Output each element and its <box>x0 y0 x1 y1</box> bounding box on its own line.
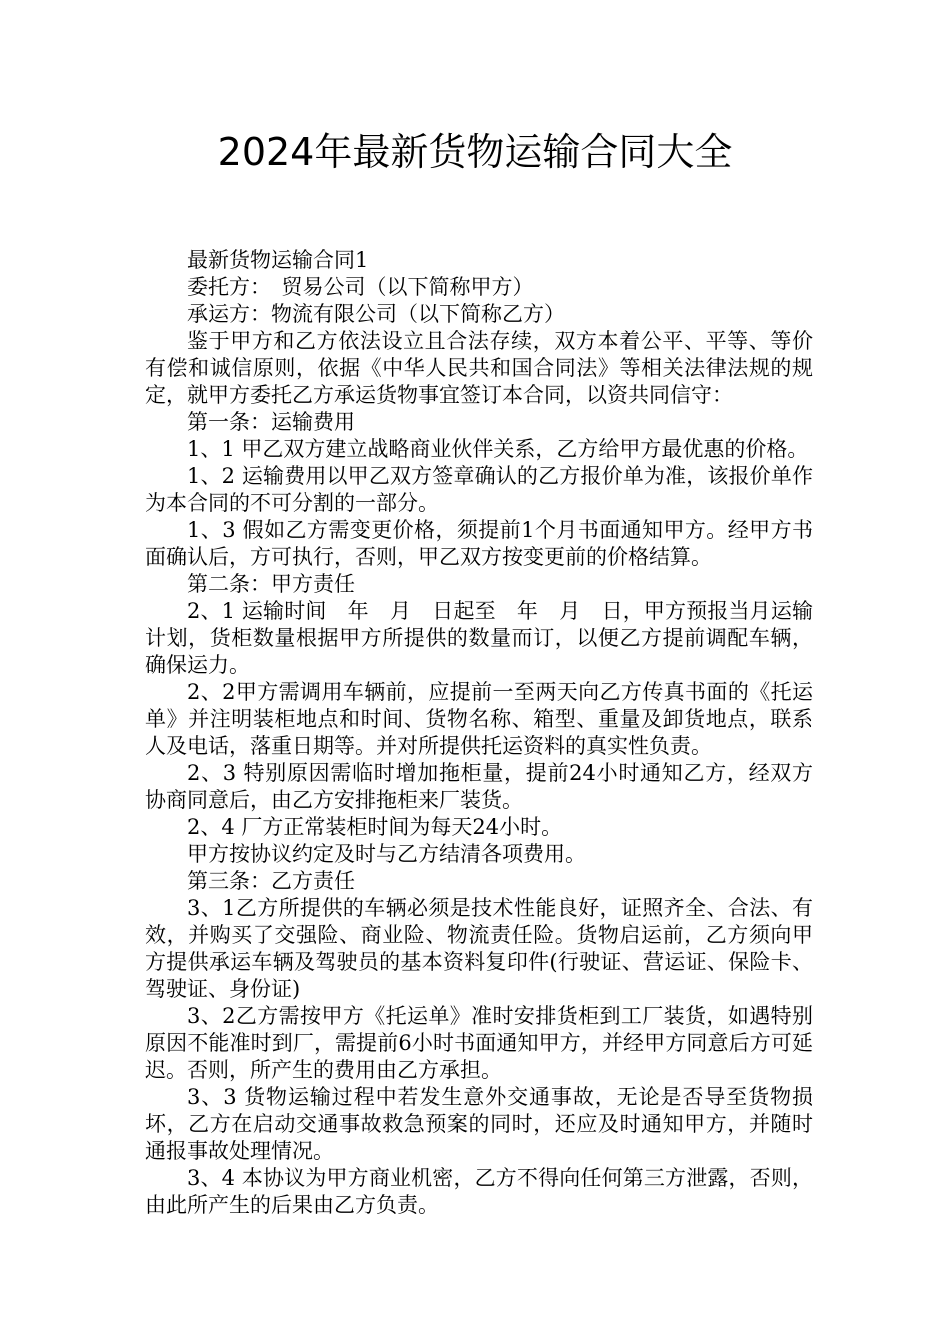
clause-1-3: 1、3 假如乙方需变更价格，须提前1个月书面通知甲方。经甲方书面确认后，方可执行，否则，甲乙双方按变更前的价格结算。 <box>145 518 813 569</box>
clause-3-3: 3、3 货物运输过程中若发生意外交通事故，无论是否导至货物损坏，乙方在启动交通事故救急预案的同时，还应及时通知甲方，并随时通报事故处理情况。 <box>145 1085 813 1163</box>
party-b-line: 承运方：物流有限公司（以下简称乙方） <box>187 302 565 326</box>
article-2-heading: 第二条：甲方责任 <box>187 572 355 596</box>
document-body <box>145 247 813 1219</box>
clause-3-2: 3、2乙方需按甲方《托运单》准时安排货柜到工厂装货，如遇特别原因不能准时到厂，需提前6小时书面通知甲方，并经甲方同意后方可延迟。否则，所产生的费用由乙方承担。 <box>145 1004 813 1082</box>
document-title: 2024年最新货物运输合同大全 <box>217 130 733 174</box>
contract-heading: 最新货物运输合同1 <box>187 248 369 272</box>
clause-2-4: 2、4 厂方正常装柜时间为每天24小时。 <box>187 815 563 839</box>
party-a-line: 委托方： 贸易公司（以下简称甲方） <box>187 275 534 299</box>
article-3-heading: 第三条：乙方责任 <box>187 869 355 893</box>
preamble-paragraph: 鉴于甲方和乙方依法设立且合法存续，双方本着公平、平等、等价有偿和诚信原则，依据《中华人民共和国合同法》等相关法律法规的规定，就甲方委托乙方承运货物事宜签订本合同，以资共同信守： <box>145 329 813 407</box>
clause-2-1: 2、1 运输时间 年 月 日起至 年 月 日，甲方预报当月运输计划，货柜数量根据甲方所提供的数量而订，以便乙方提前调配车辆，确保运力。 <box>145 599 813 677</box>
clause-2-5: 甲方按协议约定及时与乙方结清各项费用。 <box>187 842 586 866</box>
clause-2-3: 2、3 特别原因需临时增加拖柜量，提前24小时通知乙方，经双方协商同意后，由乙方安排拖柜来厂装货。 <box>145 761 813 812</box>
article-1-heading: 第一条：运输费用 <box>187 410 355 434</box>
clause-3-4: 3、4 本协议为甲方商业机密，乙方不得向任何第三方泄露，否则，由此所产生的后果由乙方负责。 <box>145 1166 813 1217</box>
clause-3-1: 3、1乙方所提供的车辆必须是技术性能良好，证照齐全、合法、有效，并购买了交强险、商业险、物流责任险。货物启运前，乙方须向甲方提供承运车辆及驾驶员的基本资料复印件(行驶证、营运证、保险卡、驾驶证、身份证) <box>145 896 813 1001</box>
clause-2-2: 2、2甲方需调用车辆前，应提前一至两天向乙方传真书面的《托运单》并注明装柜地点和时间、货物名称、箱型、重量及卸货地点，联系人及电话，落重日期等。并对所提供托运资料的真实性负责。 <box>145 680 813 758</box>
clause-1-2: 1、2 运输费用以甲乙双方签章确认的乙方报价单为准，该报价单作为本合同的不可分割的一部分。 <box>145 464 813 515</box>
clause-1-1: 1、1 甲乙双方建立战略商业伙伴关系，乙方给甲方最优惠的价格。 <box>187 437 809 461</box>
